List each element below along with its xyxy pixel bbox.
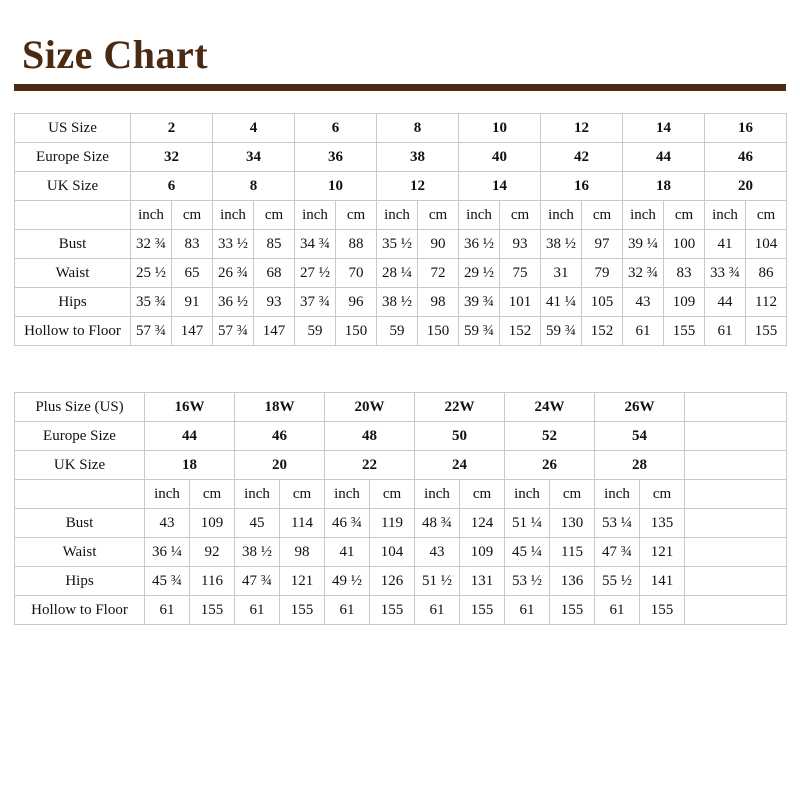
bust-inch-cell: 33 ½	[213, 230, 254, 259]
waist-inch-cell: 31	[541, 259, 582, 288]
row-label-bust: Bust	[15, 230, 131, 259]
hips-inch-cell: 37 ¾	[295, 288, 336, 317]
row-label-plus-size: Plus Size (US)	[15, 393, 145, 422]
hips-cm-cell: 136	[550, 567, 595, 596]
unit-inch: inch	[295, 201, 336, 230]
hollow-inch-cell: 61	[595, 596, 640, 625]
bust-inch-cell: 34 ¾	[295, 230, 336, 259]
filler-cell	[685, 422, 787, 451]
row-label-uk-size: UK Size	[15, 451, 145, 480]
hollow-cm-cell: 147	[172, 317, 213, 346]
row-label-hips: Hips	[15, 567, 145, 596]
unit-inch: inch	[505, 480, 550, 509]
filler-cell	[685, 567, 787, 596]
hips-inch-cell: 49 ½	[325, 567, 370, 596]
hips-cm-cell: 93	[254, 288, 295, 317]
uk-size-cell: 16	[541, 172, 623, 201]
hollow-cm-cell: 150	[336, 317, 377, 346]
unit-cm: cm	[336, 201, 377, 230]
europe-size-cell: 40	[459, 143, 541, 172]
unit-inch: inch	[235, 480, 280, 509]
bust-inch-cell: 41	[705, 230, 746, 259]
row-label-waist: Waist	[15, 259, 131, 288]
unit-inch: inch	[595, 480, 640, 509]
standard-size-table	[14, 113, 787, 346]
unit-inch: inch	[131, 201, 172, 230]
us-size-cell: 10	[459, 114, 541, 143]
bust-cm-cell: 114	[280, 509, 325, 538]
table-row	[15, 143, 787, 172]
row-label-us-size: US Size	[15, 114, 131, 143]
waist-cm-cell: 86	[746, 259, 787, 288]
table-row	[15, 538, 787, 567]
uk-size-cell: 20	[235, 451, 325, 480]
europe-size-cell: 32	[131, 143, 213, 172]
waist-inch-cell: 26 ¾	[213, 259, 254, 288]
waist-inch-cell: 29 ½	[459, 259, 500, 288]
unit-cm: cm	[460, 480, 505, 509]
waist-cm-cell: 83	[664, 259, 705, 288]
row-label-empty	[15, 201, 131, 230]
unit-cm: cm	[550, 480, 595, 509]
unit-cm: cm	[370, 480, 415, 509]
uk-size-cell: 22	[325, 451, 415, 480]
europe-size-cell: 34	[213, 143, 295, 172]
waist-cm-cell: 98	[280, 538, 325, 567]
unit-inch: inch	[705, 201, 746, 230]
uk-size-cell: 20	[705, 172, 787, 201]
plus-size-cell: 26W	[595, 393, 685, 422]
europe-size-cell: 46	[705, 143, 787, 172]
filler-cell	[685, 538, 787, 567]
hips-inch-cell: 55 ½	[595, 567, 640, 596]
unit-inch: inch	[541, 201, 582, 230]
hollow-cm-cell: 155	[746, 317, 787, 346]
waist-inch-cell: 47 ¾	[595, 538, 640, 567]
table-row	[15, 230, 787, 259]
waist-cm-cell: 65	[172, 259, 213, 288]
bust-cm-cell: 119	[370, 509, 415, 538]
uk-size-cell: 28	[595, 451, 685, 480]
waist-inch-cell: 27 ½	[295, 259, 336, 288]
unit-inch: inch	[623, 201, 664, 230]
table-row	[15, 393, 787, 422]
waist-cm-cell: 115	[550, 538, 595, 567]
hips-cm-cell: 141	[640, 567, 685, 596]
table-row	[15, 259, 787, 288]
unit-cm: cm	[500, 201, 541, 230]
hollow-cm-cell: 155	[640, 596, 685, 625]
table-row	[15, 596, 787, 625]
unit-inch: inch	[459, 201, 500, 230]
bust-inch-cell: 39 ¼	[623, 230, 664, 259]
unit-cm: cm	[664, 201, 705, 230]
europe-size-cell: 48	[325, 422, 415, 451]
waist-inch-cell: 38 ½	[235, 538, 280, 567]
bust-inch-cell: 36 ½	[459, 230, 500, 259]
bust-inch-cell: 46 ¾	[325, 509, 370, 538]
hollow-cm-cell: 150	[418, 317, 459, 346]
waist-cm-cell: 72	[418, 259, 459, 288]
bust-inch-cell: 45	[235, 509, 280, 538]
hips-inch-cell: 43	[623, 288, 664, 317]
hips-cm-cell: 98	[418, 288, 459, 317]
waist-inch-cell: 36 ¼	[145, 538, 190, 567]
filler-cell	[685, 393, 787, 422]
table-row	[15, 288, 787, 317]
row-label-hollow-to-floor: Hollow to Floor	[15, 596, 145, 625]
hollow-cm-cell: 155	[460, 596, 505, 625]
waist-cm-cell: 70	[336, 259, 377, 288]
hollow-inch-cell: 59	[295, 317, 336, 346]
bust-cm-cell: 124	[460, 509, 505, 538]
hollow-inch-cell: 61	[705, 317, 746, 346]
unit-cm: cm	[172, 201, 213, 230]
us-size-cell: 14	[623, 114, 705, 143]
us-size-cell: 2	[131, 114, 213, 143]
us-size-cell: 8	[377, 114, 459, 143]
hollow-inch-cell: 57 ¾	[131, 317, 172, 346]
plus-size-cell: 22W	[415, 393, 505, 422]
waist-inch-cell: 28 ¼	[377, 259, 418, 288]
table-row	[15, 422, 787, 451]
hollow-inch-cell: 61	[235, 596, 280, 625]
hips-cm-cell: 91	[172, 288, 213, 317]
plus-size-cell: 20W	[325, 393, 415, 422]
europe-size-cell: 42	[541, 143, 623, 172]
hollow-inch-cell: 61	[325, 596, 370, 625]
bust-cm-cell: 88	[336, 230, 377, 259]
bust-inch-cell: 32 ¾	[131, 230, 172, 259]
us-size-cell: 6	[295, 114, 377, 143]
europe-size-cell: 44	[623, 143, 705, 172]
unit-cm: cm	[418, 201, 459, 230]
waist-cm-cell: 75	[500, 259, 541, 288]
hollow-cm-cell: 155	[664, 317, 705, 346]
waist-cm-cell: 79	[582, 259, 623, 288]
uk-size-cell: 8	[213, 172, 295, 201]
unit-inch: inch	[145, 480, 190, 509]
hips-cm-cell: 101	[500, 288, 541, 317]
waist-cm-cell: 68	[254, 259, 295, 288]
unit-cm: cm	[280, 480, 325, 509]
hollow-inch-cell: 61	[505, 596, 550, 625]
hollow-inch-cell: 61	[623, 317, 664, 346]
bust-cm-cell: 135	[640, 509, 685, 538]
hips-inch-cell: 39 ¾	[459, 288, 500, 317]
row-label-europe-size: Europe Size	[15, 422, 145, 451]
waist-cm-cell: 92	[190, 538, 235, 567]
waist-inch-cell: 32 ¾	[623, 259, 664, 288]
unit-cm: cm	[254, 201, 295, 230]
table-row-units	[15, 201, 787, 230]
us-size-cell: 16	[705, 114, 787, 143]
unit-cm: cm	[190, 480, 235, 509]
uk-size-cell: 18	[623, 172, 705, 201]
hollow-cm-cell: 147	[254, 317, 295, 346]
hips-cm-cell: 96	[336, 288, 377, 317]
hips-cm-cell: 112	[746, 288, 787, 317]
uk-size-cell: 26	[505, 451, 595, 480]
row-label-empty	[15, 480, 145, 509]
europe-size-cell: 44	[145, 422, 235, 451]
bust-cm-cell: 100	[664, 230, 705, 259]
waist-inch-cell: 43	[415, 538, 460, 567]
table-row	[15, 451, 787, 480]
hips-cm-cell: 109	[664, 288, 705, 317]
bust-cm-cell: 97	[582, 230, 623, 259]
waist-inch-cell: 41	[325, 538, 370, 567]
hollow-cm-cell: 155	[190, 596, 235, 625]
waist-inch-cell: 33 ¾	[705, 259, 746, 288]
waist-inch-cell: 45 ¼	[505, 538, 550, 567]
plus-size-cell: 16W	[145, 393, 235, 422]
page-title: Size Chart	[22, 32, 209, 77]
plus-size-table	[14, 392, 787, 625]
hollow-inch-cell: 61	[415, 596, 460, 625]
unit-inch: inch	[377, 201, 418, 230]
bust-inch-cell: 51 ¼	[505, 509, 550, 538]
bust-inch-cell: 53 ¼	[595, 509, 640, 538]
title-divider	[14, 84, 786, 91]
filler-cell	[685, 596, 787, 625]
row-label-waist: Waist	[15, 538, 145, 567]
uk-size-cell: 6	[131, 172, 213, 201]
bust-inch-cell: 38 ½	[541, 230, 582, 259]
hips-inch-cell: 44	[705, 288, 746, 317]
hollow-cm-cell: 152	[582, 317, 623, 346]
bust-cm-cell: 104	[746, 230, 787, 259]
unit-cm: cm	[746, 201, 787, 230]
hips-inch-cell: 47 ¾	[235, 567, 280, 596]
waist-inch-cell: 25 ½	[131, 259, 172, 288]
hips-inch-cell: 45 ¾	[145, 567, 190, 596]
filler-cell	[685, 451, 787, 480]
unit-inch: inch	[325, 480, 370, 509]
bust-cm-cell: 130	[550, 509, 595, 538]
hollow-cm-cell: 152	[500, 317, 541, 346]
bust-inch-cell: 48 ¾	[415, 509, 460, 538]
hips-cm-cell: 116	[190, 567, 235, 596]
uk-size-cell: 18	[145, 451, 235, 480]
hips-cm-cell: 121	[280, 567, 325, 596]
filler-cell	[685, 509, 787, 538]
bust-cm-cell: 85	[254, 230, 295, 259]
table-row	[15, 509, 787, 538]
hips-inch-cell: 41 ¼	[541, 288, 582, 317]
unit-inch: inch	[415, 480, 460, 509]
hips-cm-cell: 105	[582, 288, 623, 317]
europe-size-cell: 36	[295, 143, 377, 172]
bust-cm-cell: 93	[500, 230, 541, 259]
hollow-inch-cell: 59 ¾	[541, 317, 582, 346]
bust-cm-cell: 90	[418, 230, 459, 259]
hips-cm-cell: 126	[370, 567, 415, 596]
bust-cm-cell: 83	[172, 230, 213, 259]
hollow-inch-cell: 61	[145, 596, 190, 625]
waist-cm-cell: 109	[460, 538, 505, 567]
row-label-europe-size: Europe Size	[15, 143, 131, 172]
row-label-hips: Hips	[15, 288, 131, 317]
row-label-hollow-to-floor: Hollow to Floor	[15, 317, 131, 346]
plus-size-cell: 18W	[235, 393, 325, 422]
uk-size-cell: 10	[295, 172, 377, 201]
us-size-cell: 12	[541, 114, 623, 143]
hips-inch-cell: 51 ½	[415, 567, 460, 596]
europe-size-cell: 38	[377, 143, 459, 172]
hips-inch-cell: 38 ½	[377, 288, 418, 317]
europe-size-cell: 46	[235, 422, 325, 451]
us-size-cell: 4	[213, 114, 295, 143]
hollow-cm-cell: 155	[550, 596, 595, 625]
table-row	[15, 172, 787, 201]
unit-inch: inch	[213, 201, 254, 230]
europe-size-cell: 52	[505, 422, 595, 451]
hips-inch-cell: 53 ½	[505, 567, 550, 596]
unit-cm: cm	[640, 480, 685, 509]
bust-cm-cell: 109	[190, 509, 235, 538]
hollow-cm-cell: 155	[280, 596, 325, 625]
europe-size-cell: 50	[415, 422, 505, 451]
waist-cm-cell: 121	[640, 538, 685, 567]
hips-cm-cell: 131	[460, 567, 505, 596]
waist-cm-cell: 104	[370, 538, 415, 567]
unit-cm: cm	[582, 201, 623, 230]
hollow-inch-cell: 59	[377, 317, 418, 346]
plus-size-cell: 24W	[505, 393, 595, 422]
europe-size-cell: 54	[595, 422, 685, 451]
bust-inch-cell: 35 ½	[377, 230, 418, 259]
uk-size-cell: 24	[415, 451, 505, 480]
bust-inch-cell: 43	[145, 509, 190, 538]
hollow-inch-cell: 57 ¾	[213, 317, 254, 346]
uk-size-cell: 14	[459, 172, 541, 201]
hips-inch-cell: 35 ¾	[131, 288, 172, 317]
table-row	[15, 317, 787, 346]
table-row	[15, 114, 787, 143]
hollow-cm-cell: 155	[370, 596, 415, 625]
row-label-uk-size: UK Size	[15, 172, 131, 201]
hollow-inch-cell: 59 ¾	[459, 317, 500, 346]
hips-inch-cell: 36 ½	[213, 288, 254, 317]
table-row-units	[15, 480, 787, 509]
row-label-bust: Bust	[15, 509, 145, 538]
table-row	[15, 567, 787, 596]
filler-cell	[685, 480, 787, 509]
table-spacer	[14, 346, 786, 392]
uk-size-cell: 12	[377, 172, 459, 201]
